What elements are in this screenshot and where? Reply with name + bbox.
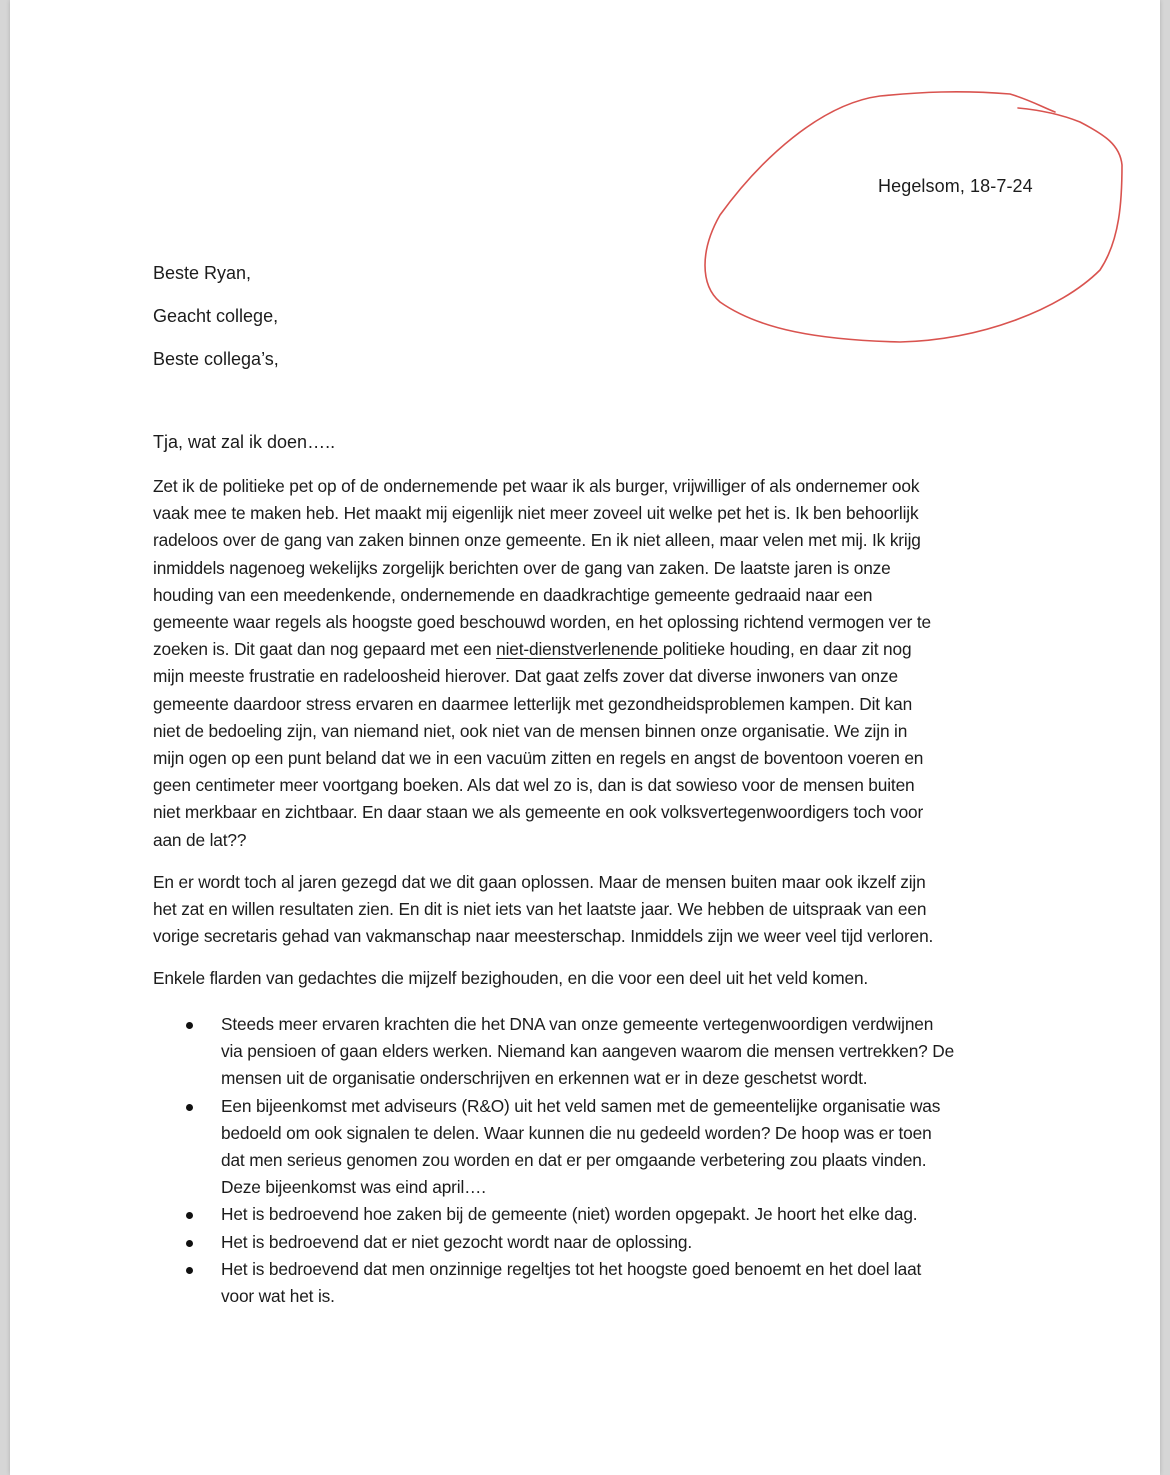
salutation: Beste Ryan, — [153, 263, 252, 283]
text-line: En er wordt toch al jaren gezegd dat we dit gaan oplossen. Maar de mensen buiten maar ook ikzelf zijn — [153, 871, 926, 892]
bullet-icon — [186, 1104, 193, 1111]
text-line: houding van een meedenkende, ondernemende en daadkrachtige gemeente gedraaid naar een — [153, 584, 873, 605]
salutation: Geacht college, — [153, 306, 279, 326]
text-segment: politieke houding, en daar zit nog — [662, 639, 912, 660]
salutation: Beste collega’s, — [153, 349, 279, 369]
document-page — [10, 0, 1160, 1475]
bullet-item — [153, 1256, 1053, 1310]
text-line: Steeds meer ervaren krachten die het DNA van onze gemeente vertegenwoordigen verdwijnen — [221, 1014, 934, 1034]
salutations — [153, 262, 279, 391]
text-line: Het is bedroevend dat er niet gezocht wordt naar de oplossing. — [221, 1231, 693, 1252]
paragraph — [153, 965, 1043, 992]
text-line: Enkele flarden van gedachtes die mijzelf bezighouden, en die voor een deel uit het veld komen. — [153, 968, 869, 989]
text-line — [153, 636, 1043, 663]
letter-date: Hegelsom, 18-7-24 — [878, 176, 1033, 196]
text-line: Een bijeenkomst met adviseurs (R&O) uit het veld samen met de gemeentelijke organisatie was — [221, 1095, 941, 1116]
bullet-icon — [186, 1240, 193, 1247]
text-line: niet de bedoeling zijn, van niemand niet, ook niet van de mensen binnen onze organisatie. We zijn in — [153, 720, 908, 741]
text-line: inmiddels nagenoeg wekelijks zorgelijk berichten over de gang van zaken. De laatste jaren is onze — [153, 557, 891, 578]
text-line: via pensioen of gaan elders werken. Niemand kan aangeven waarom die mensen vertrekken? De — [221, 1041, 955, 1062]
text-line: Deze bijeenkomst was eind april…. — [221, 1177, 486, 1198]
bullet-item — [153, 1093, 1053, 1202]
paragraph — [153, 869, 1043, 951]
bullet-icon — [186, 1212, 193, 1219]
bullet-item — [153, 1201, 1053, 1228]
text-line: Het is bedroevend hoe zaken bij de gemeente (niet) worden opgepakt. Je hoort het elke dag. — [221, 1204, 918, 1225]
text-line: aan de lat?? — [153, 829, 247, 850]
text-line: dat men serieus genomen zou worden en dat er per omgaande verbetering zou plaats vinden. — [221, 1150, 927, 1171]
opening-line: Tja, wat zal ik doen….. — [153, 432, 336, 452]
text-line: mensen uit de organisatie onderschrijven en erkennen wat er in deze geschetst wordt. — [221, 1068, 868, 1089]
text-line: gemeente waar regels als hoogste goed beschouwd worden, en het oplossing richtend vermogen ver te — [153, 612, 932, 633]
underlined-term: niet-dienstverlenende — [496, 639, 663, 660]
text-line: geen centimeter meer voortgang boeken. Als dat wel zo is, dan is dat sowieso voor de mensen buiten — [153, 775, 915, 796]
paragraph — [153, 473, 1043, 854]
text-line: radeloos over de gang van zaken binnen onze gemeente. En ik niet alleen, maar velen met mij. Ik krijg — [153, 530, 921, 551]
bullet-item — [153, 1229, 1053, 1256]
text-line: voor wat het is. — [221, 1286, 335, 1307]
text-line: bedoeld om ook signalen te delen. Waar kunnen die nu gedeeld worden? De hoop was er toen — [221, 1122, 932, 1143]
text-line: niet merkbaar en zichtbaar. En daar staan we als gemeente en ook volksvertegenwoordigers toch voor — [153, 802, 924, 823]
bullet-icon — [186, 1267, 193, 1274]
bullet-list — [153, 1011, 1053, 1310]
bullet-icon — [186, 1022, 193, 1029]
text-line: mijn meeste frustratie en radeloosheid hierover. Dat gaat zelfs zover dat diverse inwoners van onze — [153, 666, 898, 687]
text-line: Het is bedroevend dat men onzinnige regeltjes tot het hoogste goed benoemt en het doel laat — [221, 1258, 922, 1279]
bullet-item — [153, 1011, 1053, 1093]
text-line: mijn ogen op een punt beland dat we in een vacuüm zitten en regels en angst de boventoon voeren en — [153, 748, 924, 769]
text-segment: zoeken is. Dit gaat dan nog gepaard met een — [153, 639, 497, 660]
text-line: Zet ik de politieke pet op of de ondernemende pet waar ik als burger, vrijwilliger of als ondernemer ook — [153, 476, 920, 496]
text-line: vorige secretaris gehad van vakmanschap naar meesterschap. Inmiddels zijn we weer veel tijd verloren. — [153, 926, 934, 947]
text-line: vaak mee te maken heb. Het maakt mij eigenlijk niet meer zoveel uit welke pet het is. Ik ben behoorlijk — [153, 503, 919, 524]
letter-body — [153, 473, 1043, 1008]
text-line: het zat en willen resultaten zien. En dit is niet iets van het laatste jaar. We hebben de uitspraak van een — [153, 899, 927, 920]
text-line: gemeente daardoor stress ervaren en daarmee letterlijk met gezondheidsproblemen kampen. Dit kan — [153, 693, 913, 714]
